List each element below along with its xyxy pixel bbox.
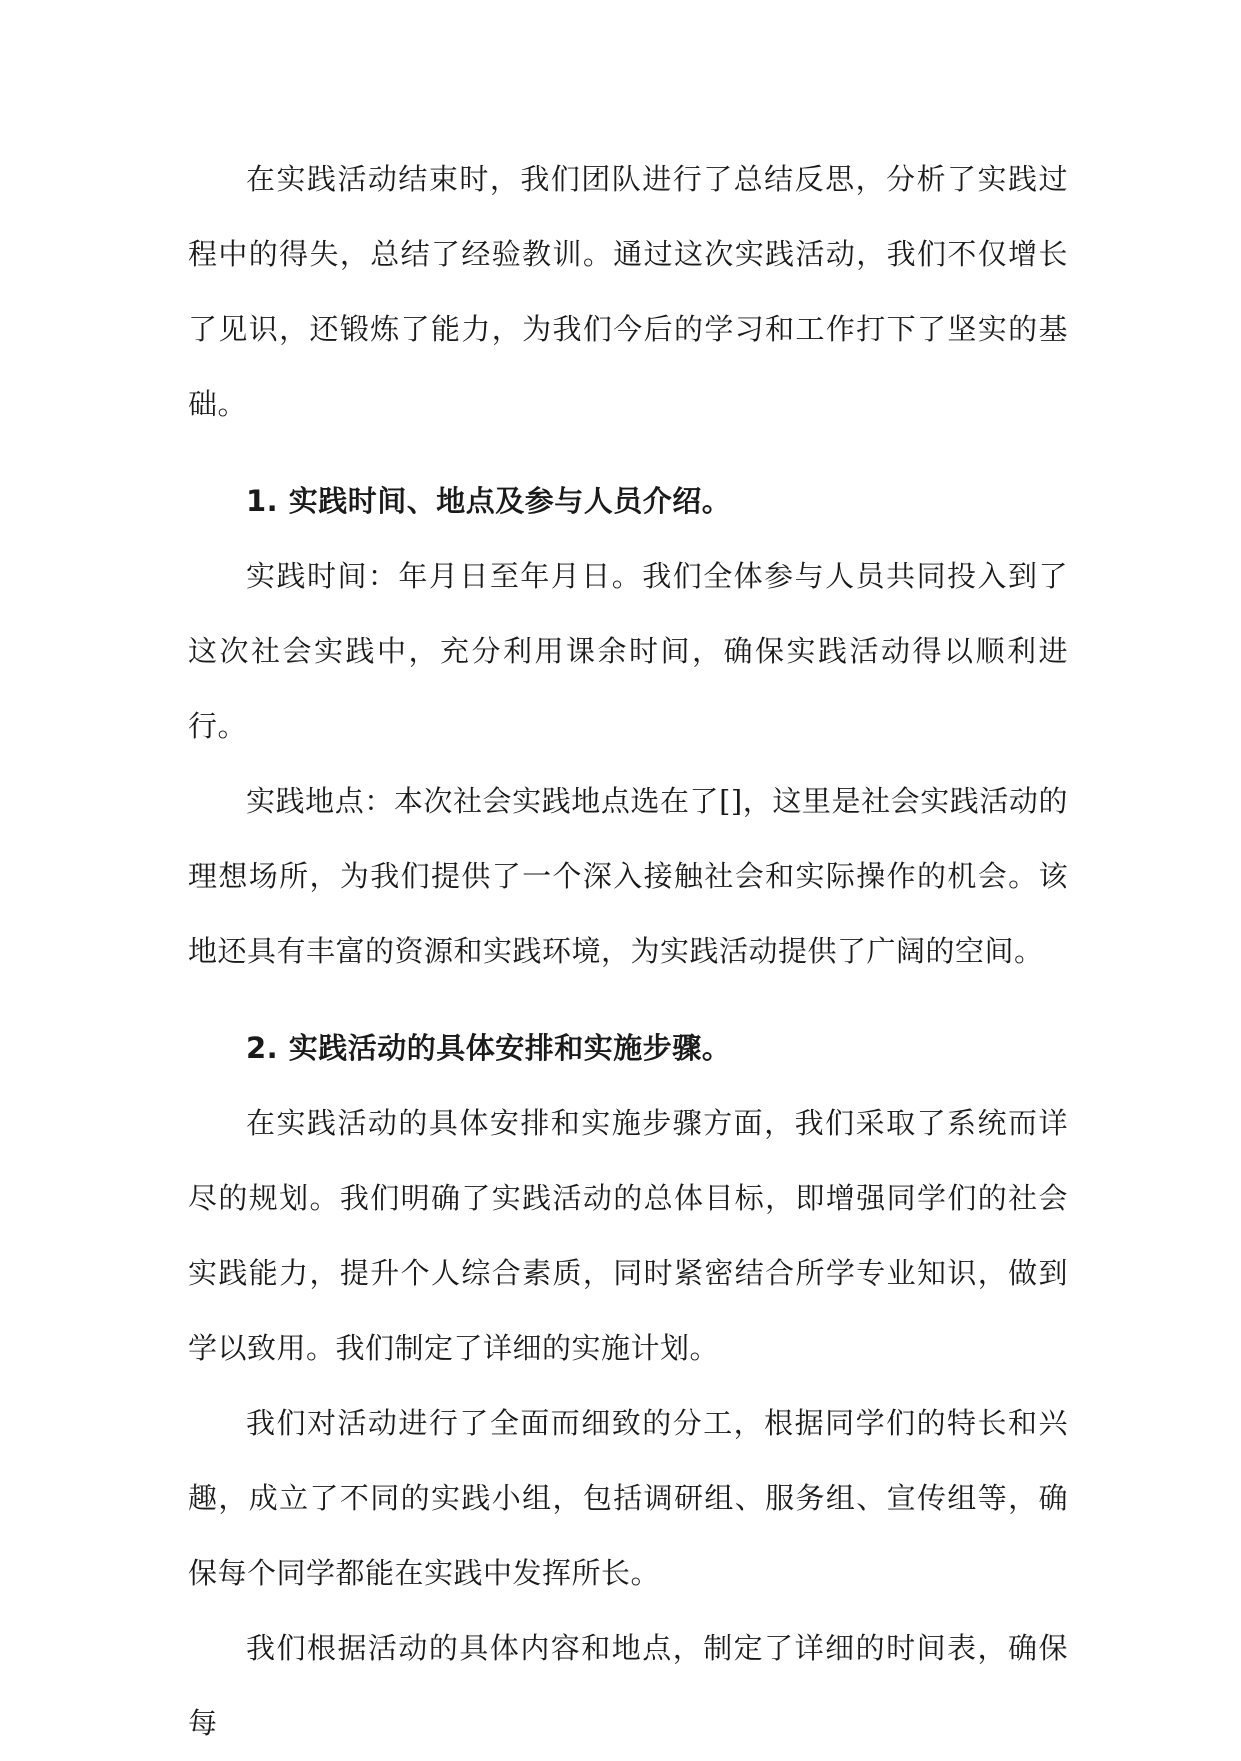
section-2-heading: 2. 实践活动的具体安排和实施步骤。 [246,1031,732,1065]
section-1-heading: 1. 实践时间、地点及参与人员介绍。 [246,484,732,518]
section-1-place-paragraph: 实践地点：本次社会实践地点选在了[]，这里是社会实践活动的理想场所，为我们提供了一个深入接触社会和实际操作的机会。该地还具有丰富的资源和实践环境，为实践活动提供了广阔的空间。 [188,784,1068,968]
document-body [188,142,1068,1761]
section-1-time-paragraph: 实践时间：年月日至年月日。我们全体参与人员共同投入到了这次社会实践中，充分利用课余时间，确保实践活动得以顺利进行。 [188,559,1068,743]
section-2-plan-paragraph: 在实践活动的具体安排和实施步骤方面，我们采取了系统而详尽的规划。我们明确了实践活动的总体目标，即增强同学们的社会实践能力，提升个人综合素质，同时紧密结合所学专业知识，做到学以致用。我们制定了详细的实施计划。 [188,1106,1068,1365]
spacer [188,989,1068,1011]
section-2-schedule-paragraph: 我们根据活动的具体内容和地点，制定了详细的时间表，确保每 [188,1631,1068,1740]
spacer [188,442,1068,464]
intro-paragraph: 在实践活动结束时，我们团队进行了总结反思，分析了实践过程中的得失，总结了经验教训。通过这次实践活动，我们不仅增长了见识，还锻炼了能力，为我们今后的学习和工作打下了坚实的基础。 [188,162,1068,421]
section-2-division-paragraph: 我们对活动进行了全面而细致的分工，根据同学们的特长和兴趣，成立了不同的实践小组，包括调研组、服务组、宣传组等，确保每个同学都能在实践中发挥所长。 [188,1406,1068,1590]
